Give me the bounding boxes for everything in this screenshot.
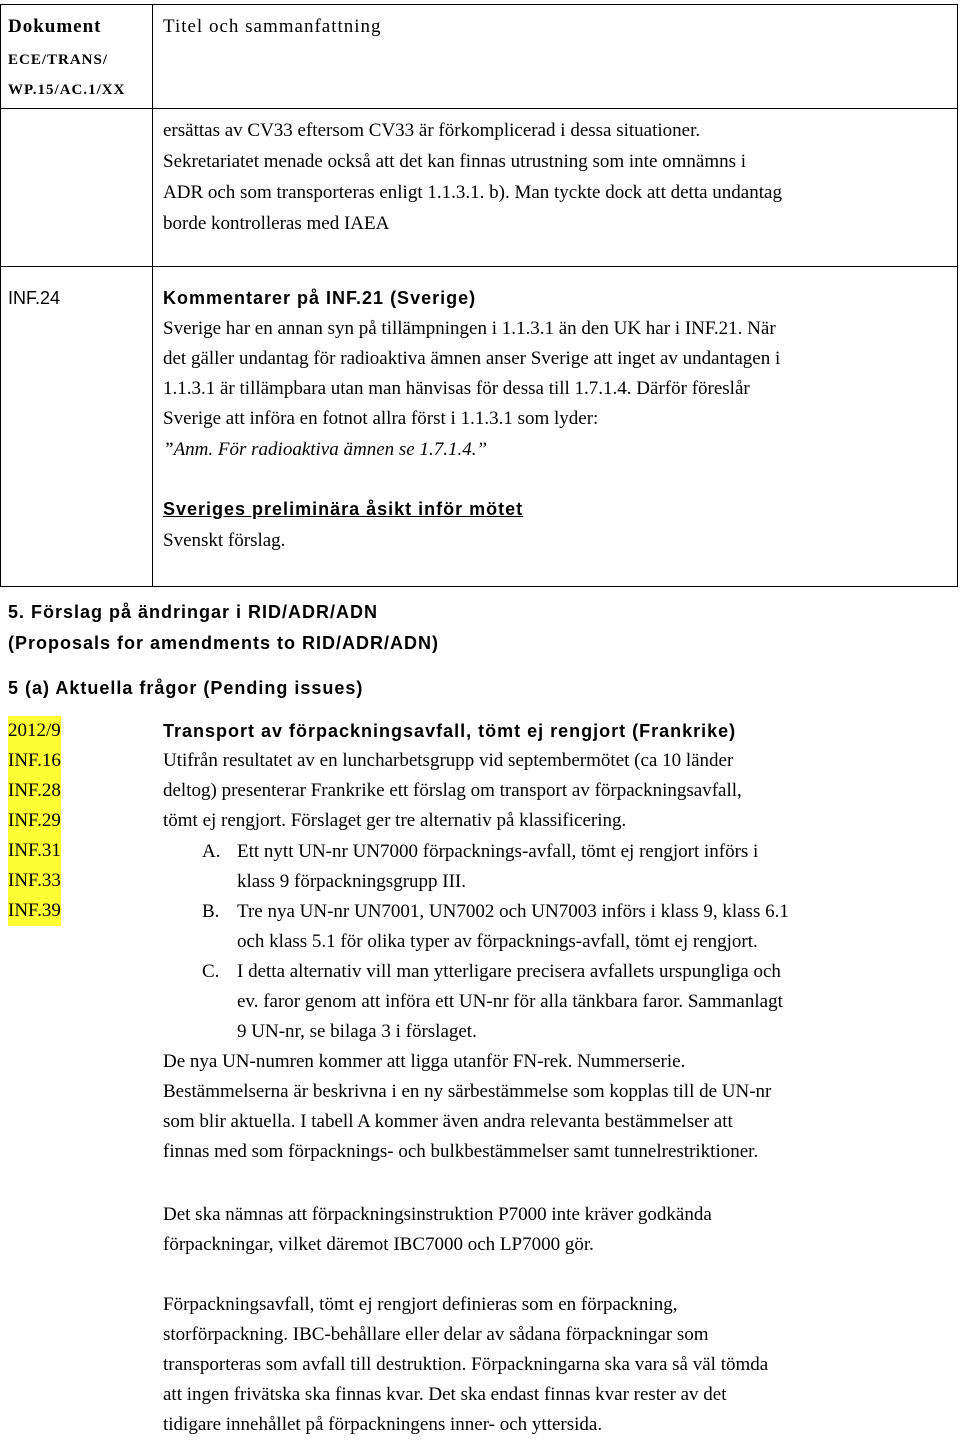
- table-row-separator: [0, 266, 958, 267]
- option-line: Ett nytt UN-nr UN7000 förpacknings-avfall, tömt ej rengjort införs i: [237, 841, 759, 862]
- item-intro-line: deltog) presenterar Frankrike ett förslag om transport av förpackningsavfall,: [163, 780, 742, 801]
- document-reference: 2012/9: [8, 716, 61, 746]
- document-reference: INF.16: [8, 746, 61, 776]
- paragraph-line: transporteras som avfall till destruktion. Förpackningarna ska vara så väl tömda: [163, 1354, 769, 1375]
- swedish-view-text: Svenskt förslag.: [163, 530, 286, 551]
- paragraph-line: De nya UN-numren kommer att ligga utanför FN-rek. Nummerserie.: [163, 1051, 686, 1072]
- continuation-line: Sekretariatet menade också att det kan finnas utrustning som inte omnämns i: [163, 151, 747, 172]
- header-document-series: ECE/TRANS/: [8, 52, 109, 68]
- document-reference: INF.31: [8, 836, 61, 866]
- option-line: och klass 5.1 för olika typer av förpacknings-avfall, tömt ej rengjort.: [237, 931, 758, 952]
- continuation-line: ersättas av CV33 eftersom CV33 är förkomplicerad i dessa situationer.: [163, 120, 701, 141]
- document-reference: INF.29: [8, 806, 61, 836]
- option-marker-c: C.: [202, 961, 220, 982]
- option-line: ev. faror genom att införa ett UN-nr för alla tänkbara faror. Sammanlagt: [237, 991, 783, 1012]
- table-column-divider: [152, 4, 153, 587]
- option-line: klass 9 förpackningsgrupp III.: [237, 871, 467, 892]
- row-body-line: det gäller undantag för radioaktiva ämnen anser Sverige att inget av undantagen i: [163, 348, 781, 369]
- table-header-separator: [0, 108, 958, 109]
- header-document-label: Dokument: [8, 16, 102, 37]
- paragraph-line: som blir aktuella. I tabell A kommer även andra relevanta bestämmelser att: [163, 1111, 733, 1132]
- option-marker-a: A.: [202, 841, 221, 862]
- document-reference: INF.39: [8, 896, 61, 926]
- paragraph-line: Bestämmelserna är beskrivna i en ny särbestämmelse som kopplas till de UN-nr: [163, 1081, 772, 1102]
- swedish-view-heading: Sveriges preliminära åsikt inför mötet: [163, 499, 524, 519]
- header-document-series-2: WP.15/AC.1/XX: [8, 82, 126, 98]
- option-marker-b: B.: [202, 901, 220, 922]
- paragraph-line: finnas med som förpacknings- och bulkbestämmelser samt tunnelrestriktioner.: [163, 1141, 759, 1162]
- continuation-line: borde kontrolleras med IAEA: [163, 213, 390, 234]
- row-body-line: Sverige har en annan syn på tillämpningen i 1.1.3.1 än den UK har i INF.21. När: [163, 318, 776, 339]
- table-right-border: [957, 4, 958, 587]
- paragraph-line: Det ska nämnas att förpackningsinstruktion P7000 inte kräver godkända: [163, 1204, 712, 1225]
- item-intro-line: tömt ej rengjort. Förslaget ger tre alternativ på klassificering.: [163, 810, 627, 831]
- option-line: 9 UN-nr, se bilaga 3 i förslaget.: [237, 1021, 477, 1042]
- continuation-line: ADR och som transporteras enligt 1.1.3.1. b). Man tyckte dock att detta undantag: [163, 182, 782, 203]
- row-footnote-quote: ”Anm. För radioaktiva ämnen se 1.7.1.4.”: [163, 439, 488, 460]
- paragraph-line: att ingen frivätska ska finnas kvar. Det ska endast finnas kvar rester av det: [163, 1384, 727, 1405]
- section-heading: 5. Förslag på ändringar i RID/ADR/ADN: [8, 602, 379, 622]
- row-title: Kommentarer på INF.21 (Sverige): [163, 288, 477, 308]
- paragraph-line: storförpackning. IBC-behållare eller delar av sådana förpackningar som: [163, 1324, 709, 1345]
- row-body-line: 1.1.3.1 är tillämpbara utan man hänvisas för dessa till 1.7.1.4. Därför föreslår: [163, 378, 750, 399]
- section-heading-english: (Proposals for amendments to RID/ADR/ADN): [8, 633, 440, 653]
- item-intro-line: Utifrån resultatet av en luncharbetsgrupp vid septembermötet (ca 10 länder: [163, 750, 734, 771]
- paragraph-line: tidigare innehållet på förpackningens inner- och yttersida.: [163, 1414, 603, 1435]
- document-reference: INF.33: [8, 866, 61, 896]
- table-bottom-border: [0, 586, 958, 587]
- paragraph-line: Förpackningsavfall, tömt ej rengjort definieras som en förpackning,: [163, 1294, 678, 1315]
- document-reference: INF.28: [8, 776, 61, 806]
- table-top-border: [0, 4, 958, 5]
- table-left-border: [0, 4, 1, 587]
- option-line: I detta alternativ vill man ytterligare precisera avfallets urspungliga och: [237, 961, 781, 982]
- row-body-line: Sverige att införa en fotnot allra först i 1.1.3.1 som lyder:: [163, 408, 599, 429]
- paragraph-line: förpackningar, vilket däremot IBC7000 och LP7000 gör.: [163, 1234, 594, 1255]
- header-title-label: Titel och sammanfattning: [163, 16, 382, 37]
- item-title: Transport av förpackningsavfall, tömt ej rengjort (Frankrike): [163, 721, 737, 741]
- option-line: Tre nya UN-nr UN7001, UN7002 och UN7003 införs i klass 9, klass 6.1: [237, 901, 789, 922]
- subsection-heading: 5 (a) Aktuella frågor (Pending issues): [8, 678, 364, 698]
- row-document-id: INF.24: [8, 288, 61, 308]
